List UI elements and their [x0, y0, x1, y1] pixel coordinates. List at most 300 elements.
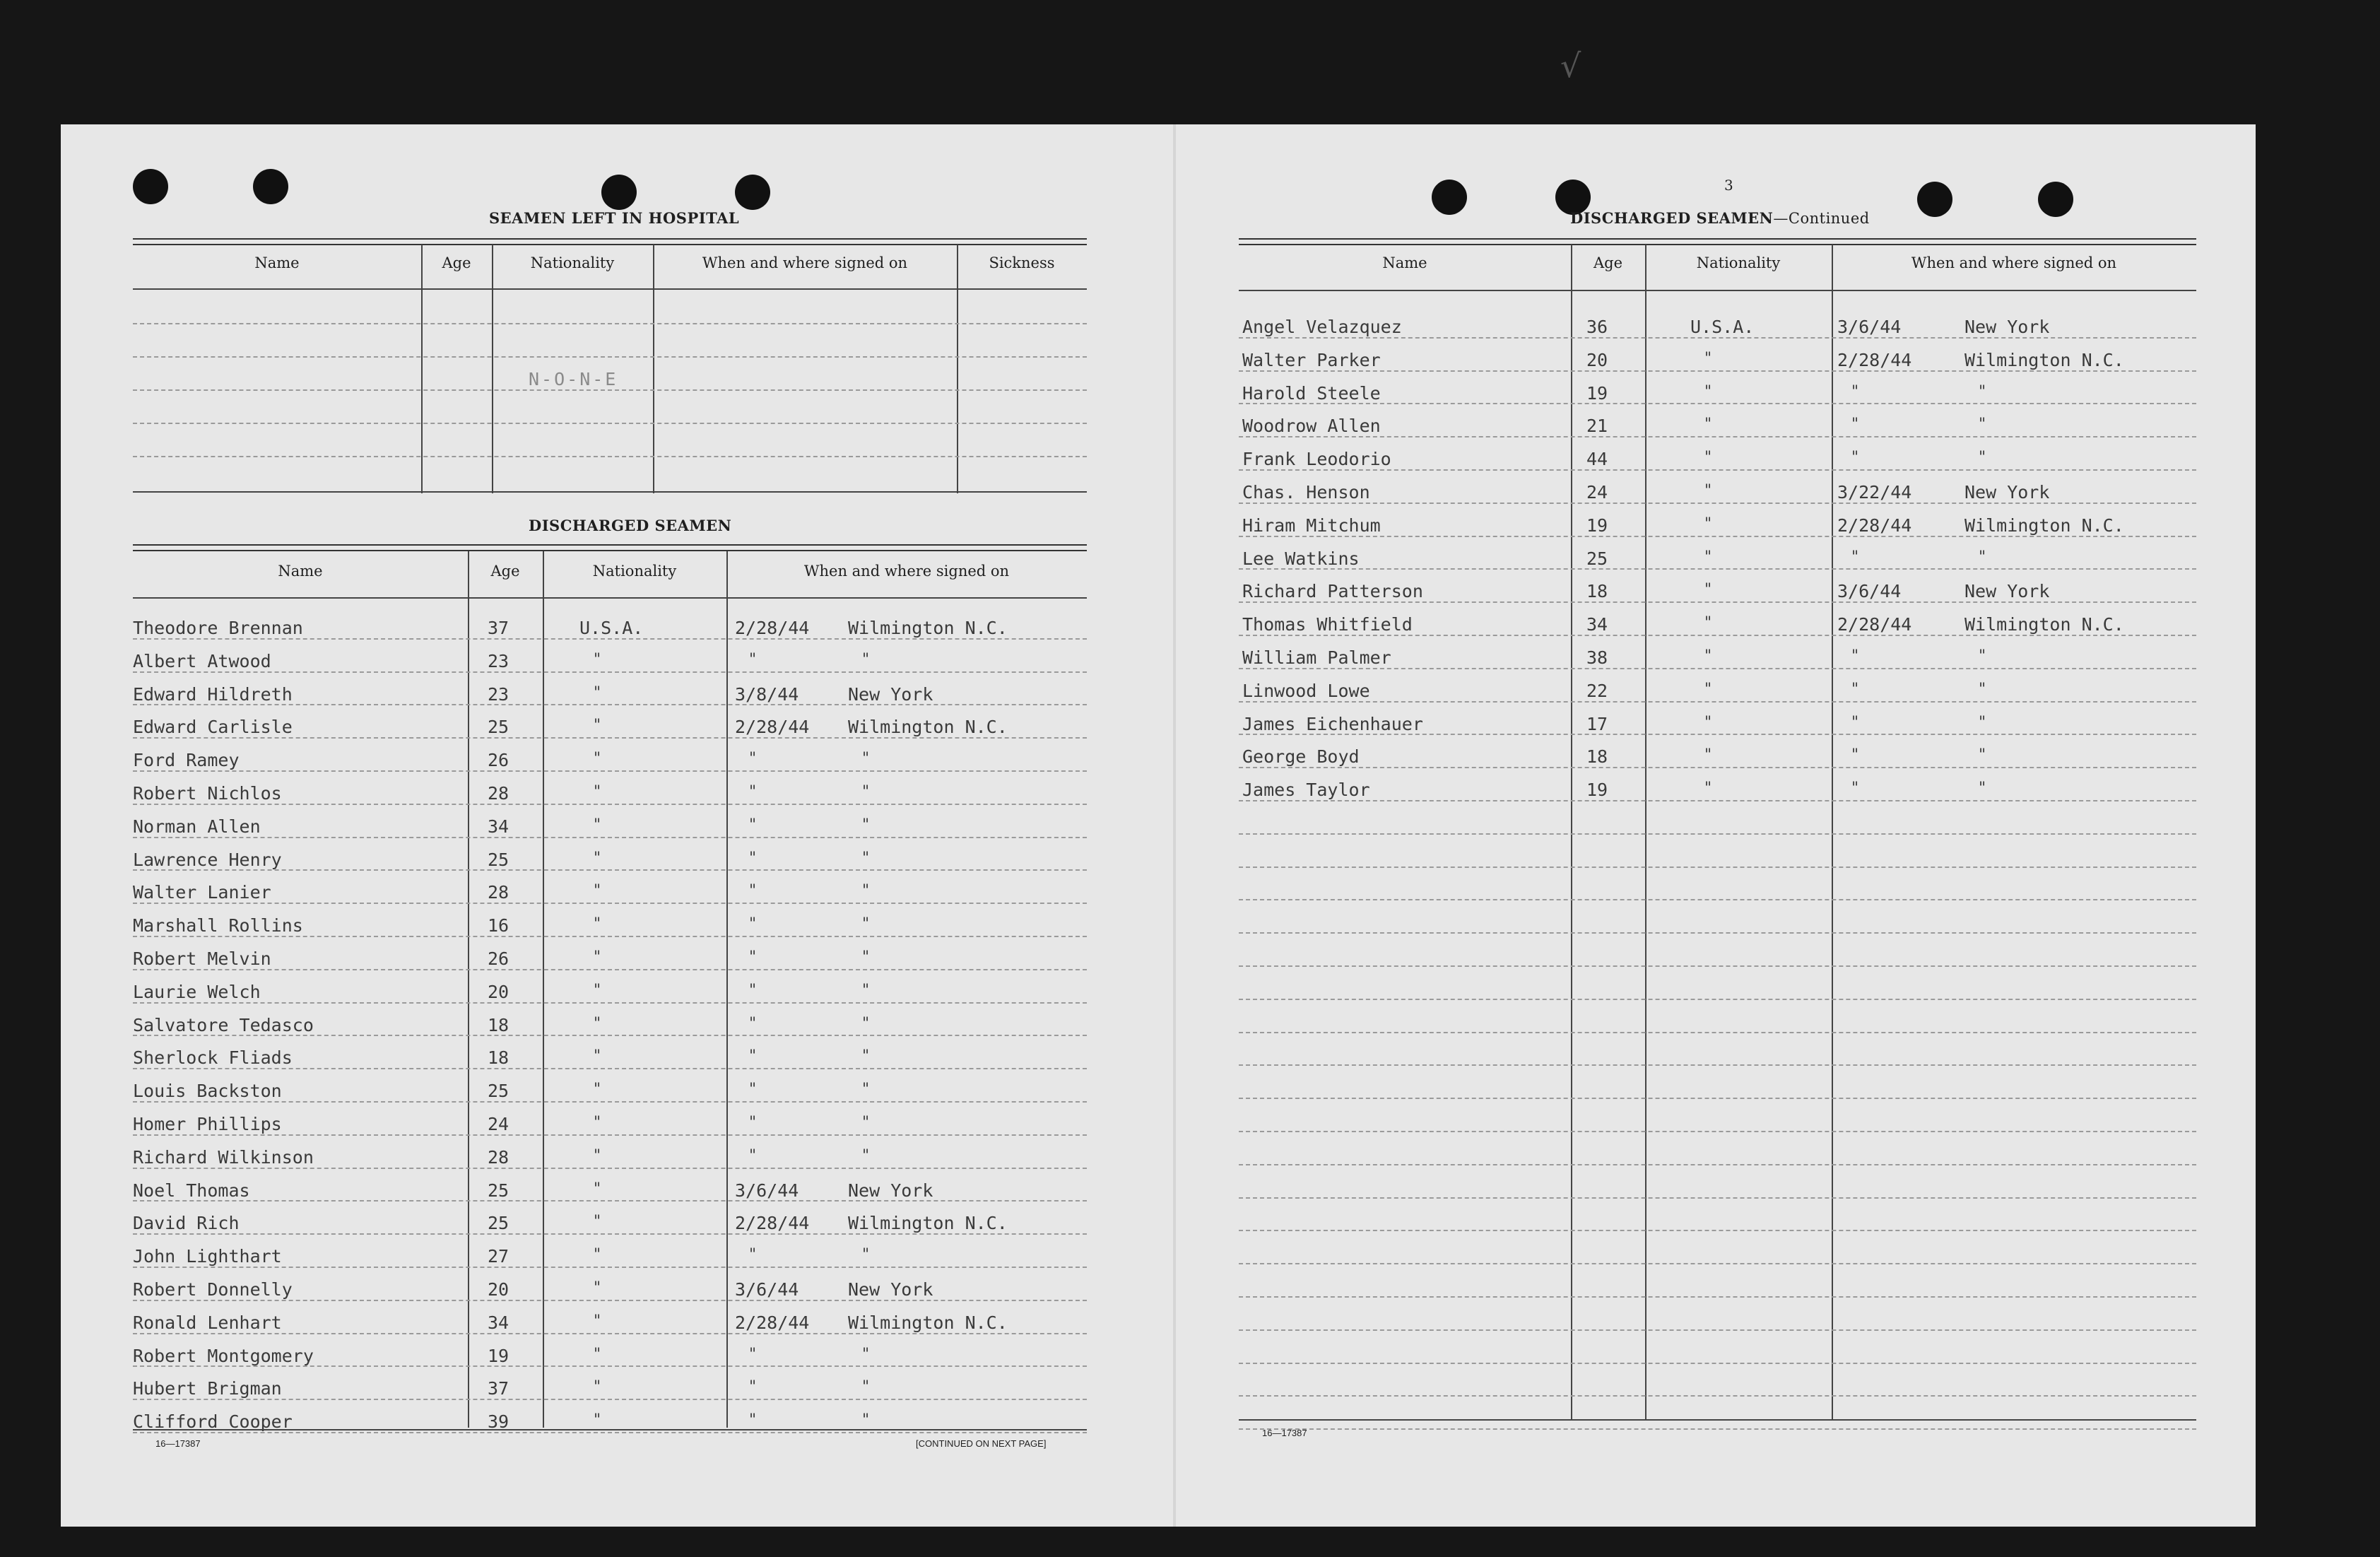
- row-rule: [133, 1134, 1087, 1136]
- signed-on-date: ": [749, 650, 757, 669]
- row-rule: [1239, 1263, 2196, 1264]
- seaman-age: 34: [1586, 614, 1608, 635]
- seaman-nationality: ": [594, 948, 601, 966]
- seaman-name: Norman Allen: [133, 816, 261, 837]
- row-rule: [1239, 668, 2196, 669]
- punch-hole: [133, 169, 168, 204]
- seaman-name: Edward Hildreth: [133, 683, 293, 705]
- seaman-age: 26: [488, 948, 509, 969]
- table-bottom-rule: [133, 1429, 1087, 1430]
- signed-on-place: ": [862, 1047, 870, 1066]
- row-rule: [1239, 965, 2196, 967]
- seaman-nationality: ": [594, 981, 601, 999]
- row-rule: [133, 389, 1087, 391]
- row-rule: [1239, 1098, 2196, 1099]
- form-number: 16—17387: [1262, 1428, 1307, 1438]
- seaman-age: 25: [488, 849, 509, 870]
- seaman-name: Richard Patterson: [1242, 581, 1423, 602]
- signed-on-place: ": [862, 1146, 870, 1165]
- seaman-name: Ronald Lenhart: [133, 1312, 282, 1333]
- seaman-age: 19: [488, 1345, 509, 1366]
- signed-on-date: 2/28/44: [735, 618, 810, 638]
- row-rule: [1239, 536, 2196, 537]
- signed-on-place: ": [1979, 713, 1986, 732]
- column-divider: [468, 551, 469, 1428]
- seaman-age: 25: [488, 717, 509, 738]
- signed-on-date: ": [749, 750, 757, 768]
- row-rule: [1239, 1032, 2196, 1033]
- row-rule: [133, 869, 1087, 871]
- left-header-age: Age: [490, 563, 520, 580]
- row-rule: [1239, 469, 2196, 471]
- seaman-age: 18: [488, 1014, 509, 1035]
- signed-on-place: ": [1979, 449, 1986, 467]
- signed-on-date: ": [1851, 680, 1859, 698]
- left-header-nationality: Nationality: [592, 563, 677, 580]
- check-mark: √: [1560, 47, 1581, 85]
- row-rule: [1239, 899, 2196, 900]
- seaman-nationality: ": [594, 1047, 601, 1066]
- signed-on-date: ": [749, 1378, 757, 1397]
- row-rule: [1239, 1197, 2196, 1199]
- row-rule: [133, 1200, 1087, 1201]
- seaman-nationality: ": [594, 1213, 601, 1231]
- seaman-nationality: ": [594, 1146, 601, 1165]
- row-rule: [1239, 436, 2196, 437]
- signed-on-date: ": [749, 1081, 757, 1099]
- discharged-continued-title: [1570, 209, 1870, 227]
- row-rule: [1239, 1296, 2196, 1298]
- seaman-age: 27: [488, 1246, 509, 1267]
- row-rule: [133, 1002, 1087, 1004]
- signed-on-date: ": [1851, 449, 1859, 467]
- continued-note: [CONTINUED ON NEXT PAGE]: [916, 1438, 1047, 1449]
- seaman-name: David Rich: [133, 1213, 240, 1234]
- seaman-nationality: ": [594, 750, 601, 768]
- seaman-nationality: ": [1704, 614, 1712, 633]
- row-rule: [133, 423, 1087, 424]
- signed-on-place: ": [862, 882, 870, 900]
- signed-on-place: ": [862, 1345, 870, 1363]
- seaman-nationality: ": [1704, 780, 1712, 798]
- seaman-nationality: ": [1704, 349, 1712, 368]
- signed-on-date: ": [749, 882, 757, 900]
- signed-on-place: Wilmington N.C.: [848, 717, 1008, 738]
- header-bottom-rule: [133, 597, 1087, 599]
- row-rule: [133, 903, 1087, 904]
- seaman-name: Chas. Henson: [1242, 482, 1370, 503]
- row-rule: [133, 1399, 1087, 1400]
- seaman-name: Ford Ramey: [133, 750, 240, 771]
- row-rule: [133, 1168, 1087, 1169]
- row-rule: [1239, 370, 2196, 372]
- hospital-header-signed-on: When and where signed on: [702, 254, 908, 271]
- seaman-age: 19: [1586, 382, 1608, 404]
- signed-on-date: 2/28/44: [735, 1213, 810, 1234]
- seaman-name: Sherlock Fliads: [133, 1047, 293, 1069]
- signed-on-date: 2/28/44: [735, 717, 810, 738]
- seaman-nationality: ": [594, 1014, 601, 1033]
- row-rule: [1239, 568, 2196, 570]
- signed-on-place: ": [862, 849, 870, 867]
- seaman-name: Noel Thomas: [133, 1180, 250, 1201]
- seaman-age: 20: [488, 981, 509, 1002]
- row-rule: [133, 770, 1087, 772]
- seaman-age: 19: [1586, 780, 1608, 801]
- signed-on-date: ": [1851, 647, 1859, 665]
- signed-on-place: ": [862, 1378, 870, 1397]
- hospital-header-sickness: Sickness: [989, 254, 1055, 271]
- seaman-age: 34: [488, 816, 509, 837]
- seaman-name: Robert Nichlos: [133, 783, 282, 804]
- signed-on-place: ": [862, 981, 870, 999]
- row-rule: [1239, 734, 2196, 735]
- signed-on-place: ": [862, 816, 870, 834]
- punch-hole: [601, 175, 637, 210]
- signed-on-date: ": [749, 1345, 757, 1363]
- signed-on-place: ": [1979, 780, 1986, 798]
- row-rule: [133, 704, 1087, 705]
- signed-on-date: ": [749, 1047, 757, 1066]
- row-rule: [1239, 601, 2196, 603]
- seaman-nationality: ": [1704, 680, 1712, 698]
- seaman-nationality: ": [1704, 416, 1712, 434]
- seaman-nationality: ": [1704, 515, 1712, 533]
- seaman-nationality: ": [594, 1312, 601, 1330]
- signed-on-date: ": [749, 1014, 757, 1033]
- seaman-nationality: ": [594, 849, 601, 867]
- row-rule: [133, 356, 1087, 358]
- seaman-name: Lawrence Henry: [133, 849, 282, 870]
- row-rule: [133, 1035, 1087, 1036]
- seaman-name: John Lighthart: [133, 1246, 282, 1267]
- seaman-nationality: ": [594, 915, 601, 934]
- seaman-name: Thomas Whitfield: [1242, 614, 1413, 635]
- signed-on-date: ": [749, 1146, 757, 1165]
- header-rule: [1239, 238, 2196, 245]
- seaman-nationality: ": [594, 1180, 601, 1198]
- seaman-name: James Taylor: [1242, 780, 1370, 801]
- row-rule: [1239, 767, 2196, 768]
- seaman-name: Hiram Mitchum: [1242, 515, 1381, 536]
- signed-on-place: Wilmington N.C.: [1964, 515, 2124, 536]
- row-rule: [1239, 337, 2196, 339]
- header-bottom-rule: [1239, 290, 2196, 291]
- signed-on-place: ": [862, 783, 870, 801]
- seaman-age: 18: [1586, 746, 1608, 768]
- row-rule: [133, 638, 1087, 640]
- row-rule: [133, 969, 1087, 970]
- seaman-name: Edward Carlisle: [133, 717, 293, 738]
- seaman-age: 20: [488, 1279, 509, 1300]
- signed-on-date: ": [749, 915, 757, 934]
- right-header-name: Name: [1382, 254, 1427, 271]
- row-rule: [133, 323, 1087, 324]
- seaman-name: Angel Velazquez: [1242, 317, 1402, 337]
- hospital-title: SEAMEN LEFT IN HOSPITAL: [489, 209, 740, 227]
- seaman-name: Clifford Cooper: [133, 1411, 293, 1433]
- seaman-nationality: ": [594, 1378, 601, 1397]
- row-rule: [1239, 866, 2196, 868]
- seaman-age: 23: [488, 683, 509, 705]
- seaman-nationality: ": [1704, 713, 1712, 732]
- row-rule: [133, 737, 1087, 739]
- row-rule: [133, 936, 1087, 937]
- seaman-nationality: ": [1704, 482, 1712, 500]
- seaman-nationality: ": [594, 717, 601, 735]
- discharged-title: DISCHARGED SEAMEN: [529, 517, 732, 534]
- header-rule: [133, 544, 1087, 551]
- signed-on-date: ": [1851, 548, 1859, 566]
- seaman-nationality: ": [594, 783, 601, 801]
- signed-on-date: ": [749, 981, 757, 999]
- row-rule: [1239, 932, 2196, 934]
- row-rule: [1239, 1064, 2196, 1066]
- row-rule: [1239, 1164, 2196, 1165]
- form-number: 16—17387: [155, 1438, 201, 1449]
- signed-on-date: 3/22/44: [1837, 482, 1912, 503]
- left-header-name: Name: [278, 563, 323, 580]
- signed-on-place: ": [1979, 746, 1986, 765]
- signed-on-date: 3/6/44: [1837, 581, 1902, 602]
- signed-on-date: ": [749, 849, 757, 867]
- seaman-name: Harold Steele: [1242, 382, 1381, 404]
- signed-on-place: New York: [1964, 317, 2050, 337]
- signed-on-place: Wilmington N.C.: [848, 618, 1008, 638]
- seaman-nationality: ": [1704, 581, 1712, 599]
- seaman-nationality: ": [1704, 449, 1712, 467]
- row-rule: [133, 671, 1087, 673]
- seaman-name: Walter Parker: [1242, 349, 1381, 370]
- continued-suffix: —Continued: [1773, 210, 1870, 227]
- hospital-header-nationality: Nationality: [530, 254, 615, 271]
- seaman-name: Robert Donnelly: [133, 1279, 293, 1300]
- signed-on-place: ": [1979, 548, 1986, 566]
- seaman-age: 36: [1586, 317, 1608, 337]
- row-rule: [1239, 999, 2196, 1000]
- seaman-nationality: ": [594, 1279, 601, 1297]
- seaman-name: George Boyd: [1242, 746, 1360, 768]
- signed-on-place: ": [1979, 382, 1986, 401]
- seaman-age: 18: [1586, 581, 1608, 602]
- signed-on-date: ": [1851, 416, 1859, 434]
- hospital-header-name: Name: [254, 254, 300, 271]
- punch-hole: [2038, 182, 2073, 217]
- seaman-name: Laurie Welch: [133, 981, 261, 1002]
- seaman-name: Albert Atwood: [133, 650, 271, 671]
- seaman-name: Robert Melvin: [133, 948, 271, 969]
- seaman-nationality: ": [1704, 746, 1712, 765]
- seaman-name: Theodore Brennan: [133, 618, 303, 638]
- discharged-continued-label: DISCHARGED SEAMEN: [1570, 209, 1774, 227]
- punch-hole: [1432, 180, 1467, 215]
- hospital-none-entry: N-O-N-E: [529, 369, 618, 389]
- signed-on-place: Wilmington N.C.: [848, 1312, 1008, 1333]
- signed-on-date: ": [749, 783, 757, 801]
- seaman-name: Richard Wilkinson: [133, 1146, 314, 1168]
- seaman-nationality: ": [594, 683, 601, 702]
- signed-on-place: New York: [1964, 581, 2050, 602]
- seaman-name: Marshall Rollins: [133, 915, 303, 936]
- signed-on-place: New York: [848, 1180, 933, 1201]
- seaman-name: Woodrow Allen: [1242, 416, 1381, 437]
- row-rule: [1239, 1428, 2196, 1430]
- signed-on-date: ": [1851, 713, 1859, 732]
- seaman-nationality: ": [594, 1114, 601, 1132]
- signed-on-place: ": [862, 948, 870, 966]
- punch-hole: [1917, 182, 1952, 217]
- seaman-age: 19: [1586, 515, 1608, 536]
- seaman-nationality: ": [594, 650, 601, 669]
- seaman-nationality: ": [594, 1081, 601, 1099]
- seaman-name: James Eichenhauer: [1242, 713, 1423, 734]
- seaman-age: 22: [1586, 680, 1608, 701]
- header-bottom-rule: [133, 288, 1087, 290]
- seaman-nationality: U.S.A.: [1690, 317, 1755, 337]
- seaman-age: 25: [488, 1213, 509, 1234]
- seaman-age: 28: [488, 1146, 509, 1168]
- seaman-name: Hubert Brigman: [133, 1378, 282, 1399]
- seaman-nationality: ": [1704, 548, 1712, 566]
- form-sheet: [61, 124, 2256, 1527]
- row-rule: [133, 1300, 1087, 1301]
- row-rule: [133, 1101, 1087, 1103]
- signed-on-date: 2/28/44: [1837, 614, 1912, 635]
- right-header-nationality: Nationality: [1696, 254, 1781, 271]
- row-rule: [133, 1365, 1087, 1367]
- seaman-name: Lee Watkins: [1242, 548, 1360, 569]
- column-divider: [543, 551, 544, 1428]
- seaman-age: 16: [488, 915, 509, 936]
- seaman-name: William Palmer: [1242, 647, 1391, 668]
- seaman-nationality: ": [594, 816, 601, 834]
- seaman-nationality: ": [594, 1411, 601, 1430]
- signed-on-date: 2/28/44: [735, 1312, 810, 1333]
- signed-on-place: New York: [848, 1279, 933, 1300]
- row-rule: [1239, 1363, 2196, 1364]
- seaman-age: 18: [488, 1047, 509, 1069]
- signed-on-date: ": [1851, 780, 1859, 798]
- signed-on-date: ": [749, 1411, 757, 1430]
- seaman-name: Homer Phillips: [133, 1114, 282, 1134]
- row-rule: [1239, 1230, 2196, 1231]
- signed-on-date: 3/6/44: [735, 1180, 799, 1201]
- seaman-age: 39: [488, 1411, 509, 1433]
- signed-on-date: ": [749, 816, 757, 834]
- row-rule: [133, 1267, 1087, 1268]
- header-rule: [133, 238, 1087, 245]
- seaman-age: 34: [488, 1312, 509, 1333]
- signed-on-place: ": [862, 1114, 870, 1132]
- seaman-name: Frank Leodorio: [1242, 449, 1391, 470]
- seaman-name: Robert Montgomery: [133, 1345, 314, 1366]
- page-fold: [1173, 124, 1176, 1527]
- signed-on-date: ": [749, 1246, 757, 1264]
- signed-on-date: 2/28/44: [1837, 515, 1912, 536]
- seaman-nationality: ": [1704, 647, 1712, 665]
- seaman-age: 37: [488, 1378, 509, 1399]
- right-header-age: Age: [1593, 254, 1623, 271]
- signed-on-place: Wilmington N.C.: [1964, 614, 2124, 635]
- seaman-age: 17: [1586, 713, 1608, 734]
- hospital-header-age: Age: [442, 254, 471, 271]
- row-rule: [133, 1068, 1087, 1069]
- page-number: 3: [1724, 177, 1733, 194]
- row-rule: [133, 804, 1087, 805]
- seaman-age: 44: [1586, 449, 1608, 470]
- seaman-age: 25: [488, 1081, 509, 1102]
- left-header-signed-on: When and where signed on: [803, 563, 1010, 580]
- row-rule: [1239, 635, 2196, 636]
- signed-on-place: New York: [848, 683, 933, 705]
- seaman-age: 24: [488, 1114, 509, 1134]
- signed-on-date: ": [1851, 382, 1859, 401]
- signed-on-date: ": [1851, 746, 1859, 765]
- seaman-nationality: ": [1704, 382, 1712, 401]
- signed-on-place: ": [1979, 680, 1986, 698]
- seaman-age: 37: [488, 618, 509, 638]
- seaman-name: Louis Backston: [133, 1081, 282, 1102]
- signed-on-place: ": [862, 1081, 870, 1099]
- seaman-age: 38: [1586, 647, 1608, 668]
- seaman-name: Walter Lanier: [133, 882, 271, 903]
- table-bottom-rule: [133, 491, 1087, 493]
- punch-hole: [735, 175, 770, 210]
- signed-on-place: Wilmington N.C.: [848, 1213, 1008, 1234]
- seaman-name: Salvatore Tedasco: [133, 1014, 314, 1035]
- signed-on-date: 3/6/44: [1837, 317, 1902, 337]
- row-rule: [1239, 701, 2196, 703]
- row-rule: [133, 837, 1087, 838]
- seaman-age: 20: [1586, 349, 1608, 370]
- signed-on-place: ": [862, 915, 870, 934]
- seaman-nationality: ": [594, 1345, 601, 1363]
- row-rule: [133, 1333, 1087, 1334]
- seaman-nationality: U.S.A.: [579, 618, 644, 638]
- seaman-nationality: ": [594, 1246, 601, 1264]
- row-rule: [1239, 403, 2196, 404]
- signed-on-place: ": [1979, 647, 1986, 665]
- right-header-signed-on: When and where signed on: [1911, 254, 2117, 271]
- signed-on-place: ": [862, 1411, 870, 1430]
- table-bottom-rule: [1239, 1419, 2196, 1421]
- signed-on-date: ": [749, 948, 757, 966]
- signed-on-place: Wilmington N.C.: [1964, 349, 2124, 370]
- seaman-age: 26: [488, 750, 509, 771]
- row-rule: [1239, 503, 2196, 504]
- seaman-nationality: ": [594, 882, 601, 900]
- row-rule: [1239, 1395, 2196, 1397]
- signed-on-date: 3/8/44: [735, 683, 799, 705]
- seaman-name: Linwood Lowe: [1242, 680, 1370, 701]
- signed-on-date: ": [749, 1114, 757, 1132]
- seaman-age: 28: [488, 783, 509, 804]
- column-divider: [726, 551, 728, 1428]
- seaman-age: 25: [488, 1180, 509, 1201]
- signed-on-place: New York: [1964, 482, 2050, 503]
- signed-on-date: 2/28/44: [1837, 349, 1912, 370]
- row-rule: [1239, 833, 2196, 835]
- punch-hole: [253, 169, 288, 204]
- seaman-age: 25: [1586, 548, 1608, 569]
- seaman-age: 21: [1586, 416, 1608, 437]
- signed-on-date: 3/6/44: [735, 1279, 799, 1300]
- row-rule: [1239, 1131, 2196, 1132]
- row-rule: [1239, 800, 2196, 801]
- signed-on-place: ": [862, 1246, 870, 1264]
- seaman-age: 24: [1586, 482, 1608, 503]
- signed-on-place: ": [862, 1014, 870, 1033]
